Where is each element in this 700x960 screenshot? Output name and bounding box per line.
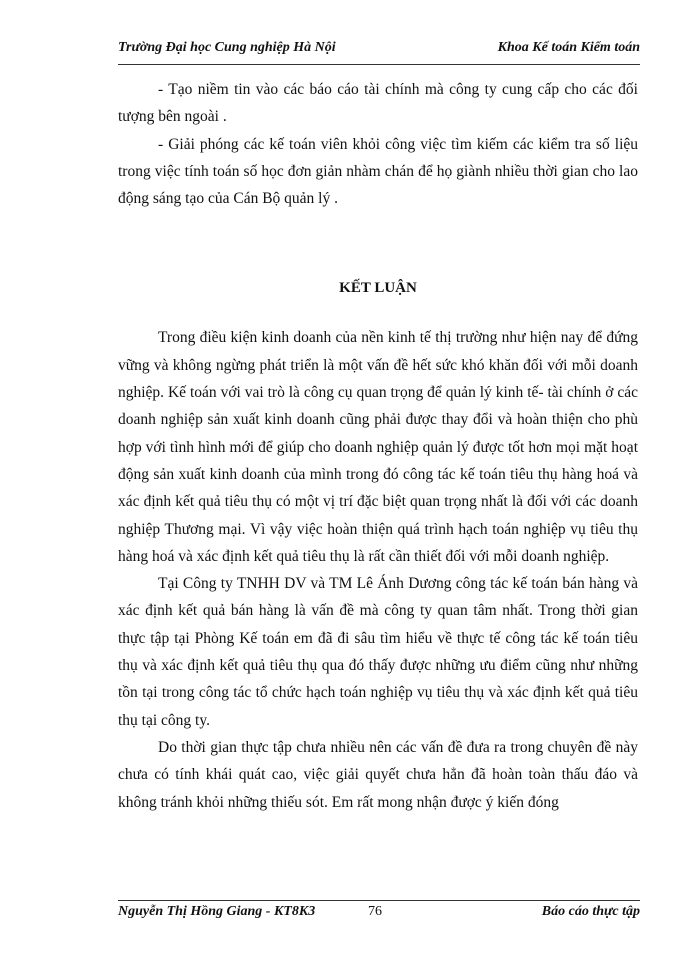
header-university: Trường Đại học Cung nghiệp Hà Nội [118,40,336,55]
page-footer [118,904,640,926]
body-paragraph: Trong điều kiện kinh doanh của nền kinh tế thị trường như hiện nay để đứng vững và không ngừng phát triển là một vấn đề hết sức khó khăn đối với mỗi doanh nghiệp. Kế toán với vai trò là công cụ quan trọng để quản lý kinh tế- tài chính ở các doanh nghiệp sản xuất kinh doanh cũng phải được thay đổi và hoàn thiện cho phù hợp với tình hình mới để giúp cho doanh nghiệp quản lý được tốt hơn mọi mặt hoạt động sản xuất kinh doanh của mình trong đó công tác kế toán tiêu thụ hàng hoá và xác định kết quả tiêu thụ có một vị trí đặc biệt quan trọng nhất là đối với các doanh nghiệp Thương mại. Vì vậy việc hoàn thiện quá trình hạch toán nghiệp vụ tiêu thụ hàng hoá và xác định kết quả tiêu thụ là rất cần thiết đối với mỗi doanh nghiệp. [118,329,638,565]
bullet-item: - Giải phóng các kế toán viên khỏi công việc tìm kiếm các kiểm tra số liệu trong việc tính toán số học đơn giản nhàm chán để họ giành nhiều thời gian cho lao động sáng tạo của Cán Bộ quản lý . [118,135,638,208]
footer-author: Nguyễn Thị Hồng Giang - KT8K3 [118,904,316,919]
page-header [118,40,640,62]
bullet-item: - Tạo niềm tin vào các báo cáo tài chính mà công ty cung cấp cho các đối tượng bên ngoài . [118,81,638,126]
page-number: 76 [368,904,382,919]
header-divider [118,64,640,65]
header-faculty: Khoa Kế toán Kiểm toán [497,40,640,55]
document-body [118,76,638,816]
section-title: KẾT LUẬN [339,280,417,297]
body-paragraph: Tại Công ty TNHH DV và TM Lê Ánh Dương công tác kế toán bán hàng và xác định kết quả bán hàng là vấn đề mà công ty quan tâm nhất. Trong thời gian thực tập tại Phòng Kế toán em đã đi sâu tìm hiểu về thực tế công tác kế toán tiêu thụ và xác định kết quả tiêu thụ qua đó thấy được những ưu điểm cũng như những tồn tại trong công tác tổ chức hạch toán nghiệp vụ tiêu thụ và xác định kết quả tiêu thụ tại công ty. [118,575,638,729]
body-paragraph: Do thời gian thực tập chưa nhiều nên các vấn đề đưa ra trong chuyên đề này chưa có tính khái quát cao, việc giải quyết chưa hẳn đã hoàn toàn thấu đáo và không tránh khỏi những thiếu sót. Em rất mong nhận được ý kiến đóng [118,738,638,811]
footer-divider [118,900,640,901]
footer-doc-type: Báo cáo thực tập [541,904,640,919]
